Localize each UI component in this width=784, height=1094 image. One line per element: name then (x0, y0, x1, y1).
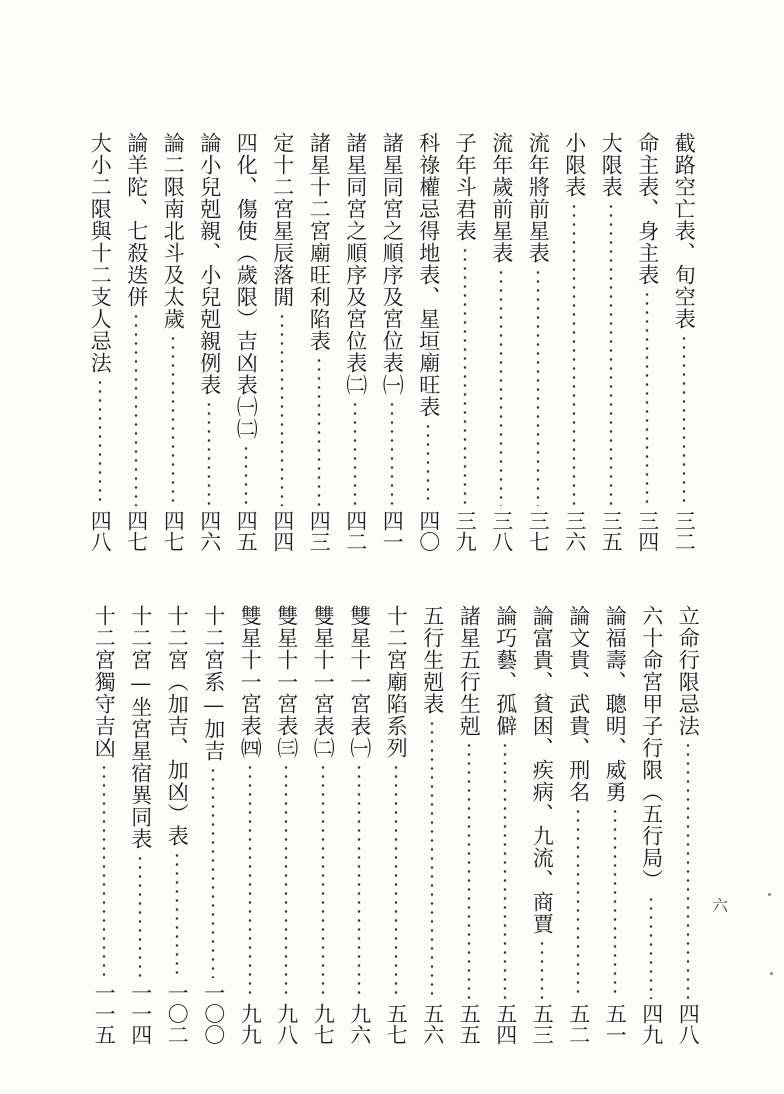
toc-leader-dots (98, 378, 102, 506)
toc-entry-title: 流年歲前星表 (489, 132, 514, 264)
toc-entry-title: 雙星十一宮表㈢ (274, 605, 299, 759)
toc-entry-title: 十二宮—坐宮星宿異同表 (128, 605, 153, 850)
toc-leader-dots (536, 268, 540, 506)
toc-leader-dots (390, 400, 394, 506)
toc-leader-dots (540, 939, 544, 999)
toc-entry-title: 小限表 (562, 132, 587, 198)
toc-page-number: 五一 (603, 1003, 628, 1045)
toc-entry-title: 諸星十二宮廟旺利陷表 (307, 132, 332, 352)
toc-page-number: 三八 (489, 510, 514, 552)
toc-entry-title: 十二宮廟陷系列 (384, 605, 409, 759)
toc-entry-title: 論羊陀、七殺迭併 (124, 132, 149, 308)
toc-leader-dots (244, 444, 248, 506)
toc-leader-dots (134, 312, 138, 506)
toc-page-number: 三二 (672, 510, 697, 552)
toc-entry-title: 四化、傷使（歲限）吉凶表㈠㈡ (234, 132, 259, 440)
toc-entry (337, 132, 374, 552)
toc-leader-dots (645, 290, 649, 506)
toc-entry (451, 605, 488, 1045)
toc-leader-dots (463, 246, 467, 506)
toc-page-number: 四九 (639, 1003, 664, 1045)
toc-page-number: 四七 (124, 510, 149, 552)
toc-leader-dots (102, 763, 106, 978)
toc-entry (195, 605, 232, 1045)
toc-entry (556, 132, 593, 552)
toc-entry-title: 雙星十一宮表㈠ (347, 605, 372, 759)
toc-page-number: 四三 (307, 510, 332, 552)
toc-entry-title: 十二宮獨守吉凶 (92, 605, 117, 759)
toc-leader-dots (357, 763, 361, 999)
toc-entry-title: 十二宮（加吉、加凶）表 (165, 605, 190, 847)
toc-entry (410, 132, 447, 552)
toc-page-number: 四七 (161, 510, 186, 552)
toc-leader-dots (649, 895, 653, 999)
toc-page-number: 三九 (453, 510, 478, 552)
toc-entry (159, 605, 196, 1045)
toc-page-number: 四八 (676, 1003, 701, 1045)
toc-page-number: 五四 (493, 1003, 518, 1045)
toc-entry-title: 五行生剋表 (420, 605, 445, 715)
toc-entry (374, 132, 411, 552)
toc-entry (447, 132, 484, 552)
toc-page-number: 三七 (526, 510, 551, 552)
toc-entry-title: 諸星同宮之順序及宮位表㈡ (343, 132, 368, 396)
scan-speck (770, 972, 773, 975)
toc-leader-dots (211, 766, 215, 978)
toc-block-bottom (86, 605, 707, 1045)
toc-page-number: 四一 (380, 510, 405, 552)
toc-page-number: 九八 (274, 1003, 299, 1045)
toc-leader-dots (175, 851, 179, 978)
toc-leader-dots (138, 854, 142, 978)
toc-page-number: 四八 (88, 510, 113, 552)
toc-entry (122, 605, 159, 1045)
toc-entry (487, 605, 524, 1045)
toc-entry (301, 132, 338, 552)
toc-page-number: 四四 (270, 510, 295, 552)
toc-entry (268, 605, 305, 1045)
toc-entry-title: 命主表、身主表 (635, 132, 660, 286)
toc-page-number: 五三 (530, 1003, 555, 1045)
toc-page-number: 五七 (384, 1003, 409, 1045)
toc-leader-dots (572, 202, 576, 506)
toc-leader-dots (503, 741, 507, 999)
toc-entry-title: 科祿權忌得地表、星垣廟旺表 (416, 132, 441, 418)
toc-page-number: 九九 (238, 1003, 263, 1045)
toc-leader-dots (613, 807, 617, 999)
toc-entry-title: 定十二宮星辰落閒 (270, 132, 295, 308)
toc-leader-dots (467, 741, 471, 999)
folio-number: 六 (712, 896, 729, 915)
toc-leader-dots (353, 400, 357, 506)
toc-leader-dots (248, 763, 252, 999)
toc-leader-dots (426, 422, 430, 506)
toc-page-number: 一〇〇 (201, 982, 226, 1045)
toc-entry-title: 大限表 (599, 132, 624, 198)
toc-entry (86, 605, 123, 1045)
toc-entry (560, 605, 597, 1045)
toc-entry-title: 流年將前星表 (526, 132, 551, 264)
toc-entry-title: 雙星十一宮表㈣ (238, 605, 263, 759)
toc-page-number: 四〇 (416, 510, 441, 552)
toc-entry-title: 論巧藝、孤僻 (493, 605, 518, 737)
toc-entry (341, 605, 378, 1045)
toc-entry (305, 605, 342, 1045)
toc-page-number: 四五 (234, 510, 259, 552)
toc-entry-title: 諸星五行生剋 (457, 605, 482, 737)
toc-leader-dots (576, 807, 580, 999)
toc-entry (232, 605, 269, 1045)
toc-leader-dots (430, 719, 434, 999)
toc-leader-dots (321, 763, 325, 999)
toc-entry-title: 諸星同宮之順序及宮位表㈠ (380, 132, 405, 396)
toc-entry (666, 132, 703, 552)
toc-entry-title: 六十命宮甲子行限（五行局） (639, 605, 664, 891)
toc-page-number: 九七 (311, 1003, 336, 1045)
toc-entry (378, 605, 415, 1045)
toc-entry (670, 605, 707, 1045)
toc-entry (82, 132, 119, 552)
toc-entry (520, 132, 557, 552)
toc-entry-title: 截路空亡表、旬空表 (672, 132, 697, 330)
toc-page-number: 九六 (347, 1003, 372, 1045)
toc-entry (593, 132, 630, 552)
toc-leader-dots (171, 334, 175, 506)
toc-block-top (82, 132, 703, 552)
toc-page-number: 三四 (635, 510, 660, 552)
toc-page-number: 一一四 (128, 982, 153, 1045)
toc-entry (264, 132, 301, 552)
toc-entry-title: 論福壽、聰明、威勇 (603, 605, 628, 803)
toc-leader-dots (682, 334, 686, 506)
toc-entry (155, 132, 192, 552)
toc-entry (414, 605, 451, 1045)
toc-leader-dots (394, 763, 398, 999)
toc-page-number: 三六 (562, 510, 587, 552)
toc-entry-title: 子年斗君表 (453, 132, 478, 242)
toc-leader-dots (686, 741, 690, 999)
toc-entry (629, 132, 666, 552)
toc-entry-title: 論小兒剋親、小兒剋親例表 (197, 132, 222, 396)
toc-leader-dots (317, 356, 321, 506)
toc-leader-dots (609, 202, 613, 506)
toc-entry-title: 論二限南北斗及太歲 (161, 132, 186, 330)
toc-page-number: 三五 (599, 510, 624, 552)
toc-entry-title: 論文貴、武貴、刑名 (566, 605, 591, 803)
toc-entry (118, 132, 155, 552)
toc-entry (483, 132, 520, 552)
toc-entry (228, 132, 265, 552)
toc-leader-dots (499, 268, 503, 506)
toc-leader-dots (207, 400, 211, 506)
toc-entry (597, 605, 634, 1045)
toc-page-number: 四六 (197, 510, 222, 552)
toc-page-number: 四二 (343, 510, 368, 552)
scan-speck (768, 893, 771, 896)
toc-page-number: 一〇二 (165, 982, 190, 1045)
toc-page-number: 五六 (420, 1003, 445, 1045)
toc-entry-title: 雙星十一宮表㈡ (311, 605, 336, 759)
toc-page-number: 五五 (457, 1003, 482, 1045)
toc-entry-title: 論富貴、貧困、疾病、九流、商賈 (530, 605, 555, 935)
toc-leader-dots (284, 763, 288, 999)
toc-entry-title: 大小二限與十二支人忌法 (88, 132, 113, 374)
toc-entry (633, 605, 670, 1045)
toc-page-number: 五二 (566, 1003, 591, 1045)
toc-entry (191, 132, 228, 552)
toc-entry (524, 605, 561, 1045)
toc-leader-dots (280, 312, 284, 506)
toc-page-number: 一一五 (92, 982, 117, 1045)
toc-entry-title: 立命行限忌法 (676, 605, 701, 737)
toc-entry-title: 十二宮系—加吉 (201, 605, 226, 762)
